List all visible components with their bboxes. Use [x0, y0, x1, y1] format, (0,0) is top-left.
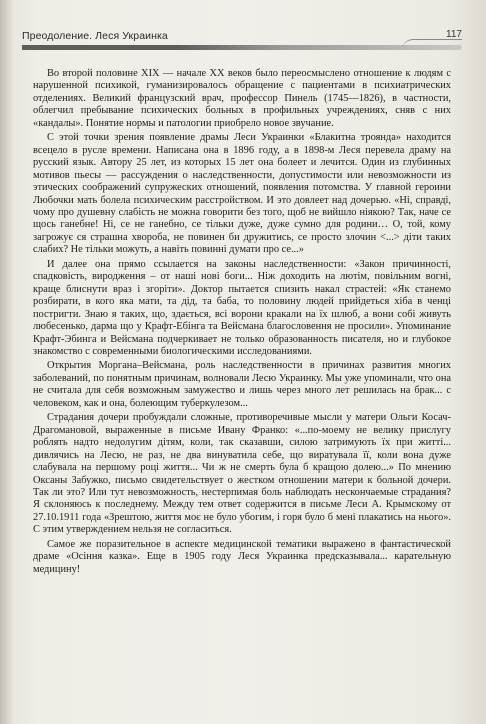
page-number: 117	[446, 29, 462, 40]
paragraph: Страдания дочери пробуждали сложные, противоречивые мысли у матери Ольги Косач-Драгомановой, выраженные в письме Ивану Франко: «...по-моему не велику прислугу роблять надто недолугим дітям, коли, так сказавши, силою затримують їх при житті... дивлячись на Лесю, не раз, не два винуватила себе, що виратувала її, коли вона дуже слабувала на першому році життя... Чи ж не смерть була б кращою долею...» По мнению Оксаны Забужко, письмо свидетельствует о жестком отношении матери к больной дочери. Так ли это? Или тут невозможность, нестерпимая боль наблюдать нескончаемые страдания? Я склоняюсь к последнему. Между тем ответ содержится в письме Леси А. Крымскому от 27.10.1911 года «Зрештою, життя моє не було убогим, і горя було б мені плакатись на нього». С этим утверждением нельзя не согласиться.	[33, 412, 451, 536]
header-rule	[22, 45, 462, 50]
body-text	[33, 68, 451, 578]
paragraph: И далее она прямо ссылается на законы наследственности: «Закон причинності, спадковість, виродження – от наші нові боги... Ніж доходить на лютім, повільним вогні, краще блиснути враз і згоріти». Доктор пытается спизить накал страстей: «Як станемо розбирати, в кого яка мати, та дід, та баба, то половину людей прийдеться хіба в ченці постригти. Знаю я таких, що, здається, всі ворони кракали на їх шлюб, а вони собі живуть любесенько, дарма що у Крафт-Ебінга та Вейсмана благословення не просили». Упоминание Крафт-Эбинга и Вейсмана подчеркивает не только образованность писателя, но и глубокое знакомство с современными биологическими исследованиями.	[33, 258, 451, 357]
paragraph: С этой точки зрения появление драмы Леси Украинки «Блакитна троянда» находится всецело в русле времени. Написана она в 1896 году, а в 1898-м Леся перевела драму на русский язык. Автору 25 лет, из которых 15 лет она болеет и лечится. Один из глубинных мотивов пьесы — рассуждения о наследственности, допустимости или невозможности из этических соображений супружеских отношений, появления потомства. У главной героини Любочки мать болела психическим расстройством. И это довлеет над дочерью. «Ні, справді, чому про душевну слабість не можна говорити без того, щоб не вийшло ніякою? Так, наче се щось ганебне! Ні, се не ганебно, се тільки дуже, дуже сумно для родини… О, той, кому загрожує ся страшна хвороба, не повинен би дружитись, се просто злочин <...> діти таких слабих? Не тільки можуть, а навіть повинні думати про се...»	[33, 132, 451, 256]
paragraph: Самое же поразительное в аспекте медицинской тематики выражено в фантастической драме «Осіння казка». Еще в 1905 году Леся Украинка предсказывала... карательную медицину!	[33, 538, 451, 575]
running-title: Преодоление. Леся Украинка	[22, 30, 168, 42]
page-header	[22, 30, 462, 52]
paragraph: Во второй половине XIX — начале XX веков было переосмыслено отношение к людям с нарушенной психикой, гуманизировалось обращение с пациентами в психиатрических отделениях. Великий французский врач, профессор Пинель (1745—1826), в частности, облегчил пребывание психических больных в профильных учреждениях, сняв с них «кандалы». Понятие нормы и патологии приобрело новое звучание.	[33, 68, 451, 129]
gutter-shadow	[0, 0, 14, 724]
paragraph: Открытия Моргана–Вейсмана, роль наследственности в причинах развития многих заболеваний, по понятным причинам, волновали Лесю Украинку. Мы уже упоминали, что она не считала для себя возможным замужество и лишь через много лет решилась на брак... с человеком, как и она, болеющим туберкулезом...	[33, 360, 451, 409]
